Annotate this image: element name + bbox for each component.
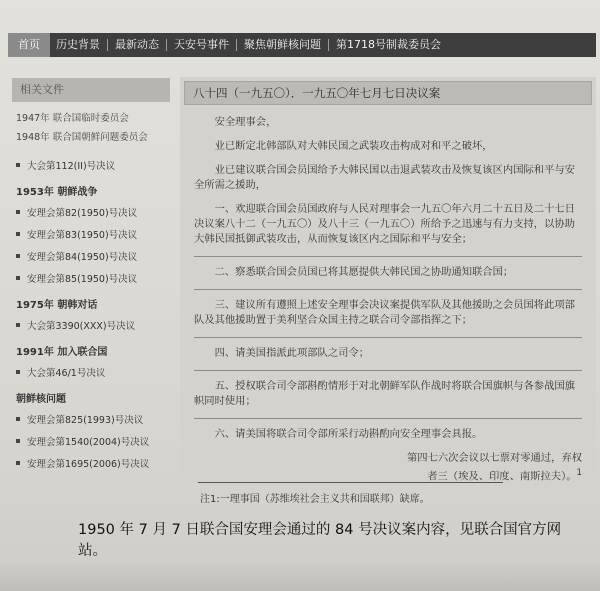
bullet-icon	[16, 232, 20, 236]
sidebar-group-korean-war	[12, 183, 170, 285]
resolution-body	[180, 105, 596, 484]
sidebar-group-un-entry	[12, 343, 170, 379]
sidebar-link[interactable]	[12, 412, 170, 426]
photo-caption: 1950 年 7 月 7 日联合国安理会通过的 84 号决议案内容，见联合国官方网站。	[78, 522, 562, 559]
sidebar-link-label: 安理会第1695(2006)号决议	[27, 459, 150, 470]
footnote-marker: 1	[576, 468, 582, 478]
bullet-icon	[16, 417, 20, 421]
nav-separator	[166, 39, 167, 51]
bullet-icon	[16, 439, 20, 443]
sidebar-link-label: 安理会第1540(2004)号决议	[27, 437, 150, 448]
sidebar-group-head: 朝鲜核问题	[16, 394, 66, 405]
sidebar-line: 1947年 联合国临时委员会	[16, 113, 129, 124]
resolution-paragraph: 二、察悉联合国会员国已将其愿提供大韩民国之协助通知联合国；	[214, 266, 514, 278]
sidebar-group-head: 1953年 朝鲜战争	[16, 187, 98, 198]
resolution-title: 八十四（一九五〇）．一九五〇年七月七日决议案	[184, 81, 592, 105]
vote-line: 第四七六次会议以七票对零通过，弃权	[406, 452, 582, 464]
resolution-paragraph: 业已建议联合国会员国给予大韩民国以击退武装攻击及恢复该区内国际和平与安全所需之援助，	[194, 164, 575, 191]
nav-history[interactable]: 历史背景	[56, 38, 100, 51]
resolution-panel	[180, 77, 596, 502]
bullet-icon	[16, 370, 20, 374]
divider	[194, 289, 582, 290]
divider	[194, 370, 582, 371]
divider	[194, 418, 582, 419]
sidebar-link[interactable]	[12, 205, 170, 219]
divider	[194, 337, 582, 338]
sidebar-link-label: 大会第112(II)号决议	[27, 161, 116, 172]
sidebar-title: 相关文件	[12, 78, 170, 102]
top-nav	[8, 33, 596, 57]
nav-separator	[328, 39, 329, 51]
bullet-icon	[16, 210, 20, 214]
nav-home[interactable]: 首页	[8, 33, 50, 57]
divider	[194, 256, 582, 257]
sidebar-link-label: 安理会第85(1950)号决议	[27, 274, 138, 285]
sidebar-link-label: 安理会第825(1993)号决议	[27, 415, 144, 426]
sidebar-link-label: 大会第3390(XXX)号决议	[27, 321, 136, 332]
sidebar-link[interactable]	[12, 434, 170, 448]
sidebar-group-intro	[12, 112, 170, 172]
nav-separator	[236, 39, 237, 51]
nav-latest[interactable]: 最新动态	[115, 38, 159, 51]
nav-cheonan[interactable]: 天安号事件	[174, 38, 229, 51]
resolution-paragraph: 三、建议所有遵照上述安全理事会决议案提供军队及其他援助之会员国将此项部队及其他援助置于美利坚合众国主持之联合司令部指挥之下；	[194, 299, 575, 326]
nav-separator	[107, 39, 108, 51]
sidebar-link[interactable]	[12, 158, 170, 172]
page-shadow	[0, 560, 600, 591]
resolution-paragraph: 安全理事会，	[214, 116, 277, 128]
resolution-paragraph: 六、请美国将联合司令部所采行动斟酌向安全理事会具报。	[214, 428, 483, 440]
nav-nuclear[interactable]: 聚焦朝鲜核问题	[244, 38, 321, 51]
bullet-icon	[16, 163, 20, 167]
bullet-icon	[16, 254, 20, 258]
resolution-paragraph: 业已断定北韩部队对大韩民国之武装攻击构成对和平之破坏，	[214, 140, 493, 152]
vote-line: 者三（埃及、印度、南斯拉夫）。	[427, 470, 577, 483]
sidebar	[12, 78, 170, 518]
resolution-paragraph: 五、授权联合司令部斟酌情形于对北朝鲜军队作战时将联合国旗帜与各参战国旗帜同时使用；	[194, 380, 575, 407]
sidebar-link-label: 安理会第84(1950)号决议	[27, 252, 138, 263]
sidebar-link[interactable]	[12, 456, 170, 470]
nav-committee-1718[interactable]: 第1718号制裁委员会	[336, 38, 441, 51]
vote-record	[194, 451, 582, 484]
sidebar-link[interactable]	[12, 271, 170, 285]
resolution-paragraph: 四、请美国指派此项部队之司令；	[214, 347, 370, 359]
bullet-icon	[16, 276, 20, 280]
sidebar-group-head: 1975年 朝韩对话	[16, 300, 98, 311]
bullet-icon	[16, 461, 20, 465]
footnote-rule	[198, 482, 503, 483]
sidebar-link-label: 安理会第82(1950)号决议	[27, 208, 138, 219]
sidebar-link[interactable]	[12, 318, 170, 332]
sidebar-link-label: 安理会第83(1950)号决议	[27, 230, 138, 241]
sidebar-link-label: 大会第46/1号决议	[27, 368, 106, 379]
sidebar-link[interactable]	[12, 227, 170, 241]
resolution-paragraph: 一、欢迎联合国会员国政府与人民对理事会一九五〇年六月二十五日及二十七日决议案八十二（一九五〇）及八十三（一九五〇）所给予之迅速与有力支持，以协助大韩民国抵御武装攻击，从而恢复该区内之国际和平与安全；	[194, 203, 575, 245]
bullet-icon	[16, 323, 20, 327]
sidebar-group-dialogue	[12, 296, 170, 332]
sidebar-group-head: 1991年 加入联合国	[16, 347, 108, 358]
sidebar-link[interactable]	[12, 365, 170, 379]
sidebar-link[interactable]	[12, 249, 170, 263]
sidebar-group-nuclear	[12, 390, 170, 470]
sidebar-line: 1948年 联合国朝鲜问题委员会	[16, 132, 148, 143]
footnote: 注1:一理事国（苏维埃社会主义共和国联邦）缺席。	[200, 494, 430, 505]
